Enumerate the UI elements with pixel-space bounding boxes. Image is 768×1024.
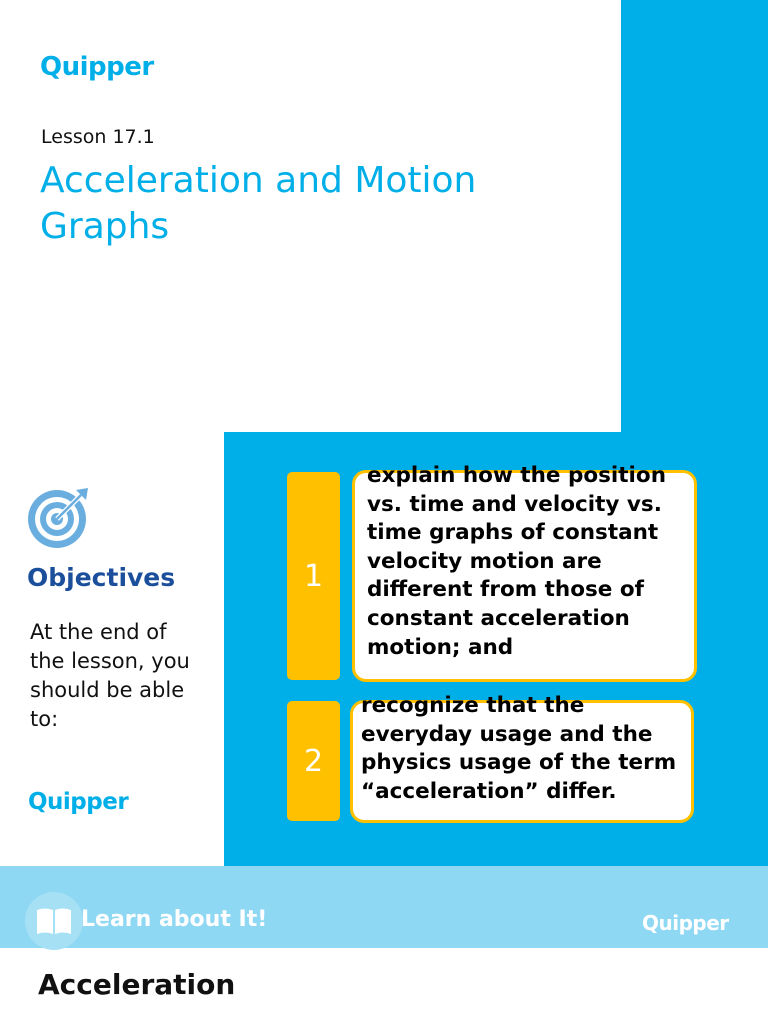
objective-text-2: recognize that the everyday usage and the physics usage of the term “acceleration” differ. (361, 693, 677, 804)
banner-label: Learn about It! (81, 907, 268, 932)
objective-box-2 (350, 693, 694, 823)
objectives-intro: At the end of the lesson, you should be able to: (30, 620, 190, 731)
learn-about-it-banner (0, 866, 768, 948)
target-icon (26, 486, 90, 550)
quipper-logo: Quipper (40, 52, 154, 82)
title-slide (0, 0, 768, 432)
objective-number-2: 2 (287, 701, 340, 821)
objective-text-1: explain how the position vs. time and velocity vs. time graphs of constant velocity motion are different from those of constant acceleration motion; and (367, 463, 667, 660)
objective-box-1 (352, 463, 697, 682)
objectives-heading: Objectives (27, 563, 176, 592)
objective-number-1: 1 (287, 472, 340, 680)
quipper-logo: Quipper (642, 911, 729, 935)
section-title: Acceleration (38, 968, 236, 1001)
lesson-title: Acceleration and Motion Graphs (40, 160, 477, 247)
objectives-slide (0, 432, 768, 866)
lesson-number: Lesson 17.1 (41, 126, 155, 148)
decorative-side-bar (621, 0, 768, 432)
quipper-logo: Quipper (28, 789, 129, 815)
book-icon (35, 906, 73, 936)
